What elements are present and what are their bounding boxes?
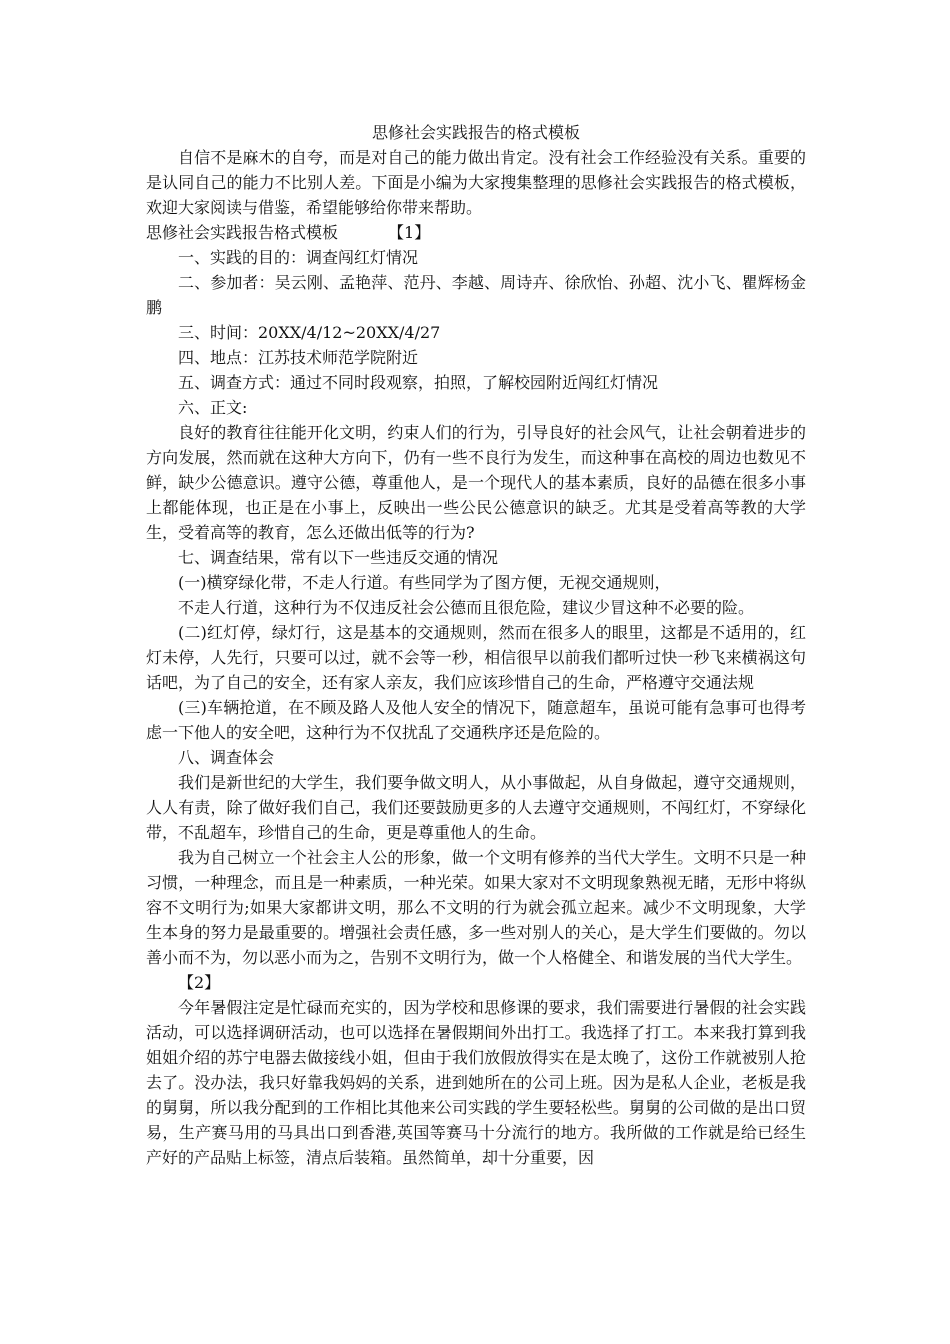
document-title: 思修社会实践报告的格式模板	[371, 123, 580, 142]
section-2-mark: 【2】	[178, 973, 221, 992]
body-paragraph: 良好的教育往往能开化文明，约束人们的行为，引导良好的社会风气，让社会朝着进步的方向发展，然而就在这种大方向下，仍有一些不良行为发生，而这种事在高校的周边也数见不鲜，缺少公德意识。遵守公德，尊重他人，是一个现代人的基本素质，良好的品德在很多小事上都能体现，也正是在小事上，反映出一些公民公德意识的缺乏。尤其是受着高等教的大学生，受着高等的教育，怎么还做出低等的行为?	[146, 423, 806, 542]
result-3: (三)车辆抢道，在不顾及路人及他人安全的情况下，随意超车，虽说可能有急事可也得考虑一下他人的安全吧，这种行为不仅扰乱了交通秩序还是危险的。	[146, 698, 806, 742]
result-1-continued: 不走人行道，这种行为不仅违反社会公德而且很危险，建议少冒这种不必要的险。	[178, 598, 755, 617]
section-1-label: 思修社会实践报告格式模板	[146, 223, 339, 242]
experience-heading: 八、调查体会	[178, 748, 275, 767]
document-page	[146, 120, 806, 1170]
item-body-heading: 六、正文:	[178, 398, 248, 417]
experience-paragraph-1: 我们是新世纪的大学生，我们要争做文明人，从小事做起，从自身做起，遵守交通规则，人人有责，除了做好我们自己，我们还要鼓励更多的人去遵守交通规则，不闯红灯，不穿绿化带，不乱超车，珍惜自己的生命，更是尊重他人的生命。	[146, 773, 806, 842]
item-place: 四、地点：江苏技术师范学院附近	[178, 348, 419, 367]
item-method: 五、调查方式：通过不同时段观察，拍照，了解校园附近闯红灯情况	[178, 373, 659, 392]
experience-paragraph-2: 我为自己树立一个社会主人公的形象，做一个文明有修养的当代大学生。文明不只是一种习惯，一种理念，而且是一种素质，一种光荣。如果大家对不文明现象熟视无睹，无形中将纵容不文明行为;如果大家都讲文明，那么不文明的行为就会孤立起来。减少不文明现象，大学生本身的努力是最重要的。增强社会责任感，多一些对别人的关心，是大学生们要做的。勿以善小而不为，勿以恶小而为之，告别不文明行为，做一个人格健全、和谐发展的当代大学生。	[146, 848, 806, 967]
result-1: (一)横穿绿化带，不走人行道。有些同学为了图方便，无视交通规则，	[178, 573, 671, 592]
item-purpose: 一、实践的目的：调查闯红灯情况	[178, 248, 419, 267]
section-1-heading	[146, 220, 806, 245]
item-time: 三、时间：20XX/4/12~20XX/4/27	[178, 323, 441, 342]
section-2-paragraph-1: 今年暑假注定是忙碌而充实的，因为学校和思修课的要求，我们需要进行暑假的社会实践活动，可以选择调研活动，也可以选择在暑假期间外出打工。我选择了打工。本来我打算到我姐姐介绍的苏宁电器去做接线小姐，但由于我们放假放得实在是太晚了，这份工作就被别人抢去了。没办法，我只好靠我妈妈的关系，进到她所在的公司上班。因为是私人企业，老板是我的舅舅，所以我分配到的工作相比其他来公司实践的学生要轻松些。舅舅的公司做的是出口贸易，生产赛马用的马具出口到香港,英国等赛马十分流行的地方。我所做的工作就是给已经生产好的产品贴上标签，清点后装箱。虽然简单，却十分重要，因	[146, 998, 806, 1167]
results-heading: 七、调查结果，常有以下一些违反交通的情况	[178, 548, 499, 567]
result-2: (二)红灯停，绿灯行，这是基本的交通规则，然而在很多人的眼里，这都是不适用的，红灯未停，人先行，只要可以过，就不会等一秒，相信很早以前我们都听过快一秒飞来横祸这句话吧，为了自己的安全，还有家人亲友，我们应该珍惜自己的生命，严格遵守交通法规	[146, 623, 806, 692]
item-participants: 二、参加者：吴云刚、孟艳萍、范丹、李越、周诗卉、徐欣怡、孙超、沈小飞、瞿辉杨金鹏	[146, 273, 806, 317]
section-1-mark: 【1】	[388, 223, 431, 242]
intro-paragraph: 自信不是麻木的自夸，而是对自己的能力做出肯定。没有社会工作经验没有关系。重要的是认同自己的能力不比别人差。下面是小编为大家搜集整理的思修社会实践报告的格式模板，欢迎大家阅读与借鉴，希望能够给你带来帮助。	[146, 148, 806, 217]
